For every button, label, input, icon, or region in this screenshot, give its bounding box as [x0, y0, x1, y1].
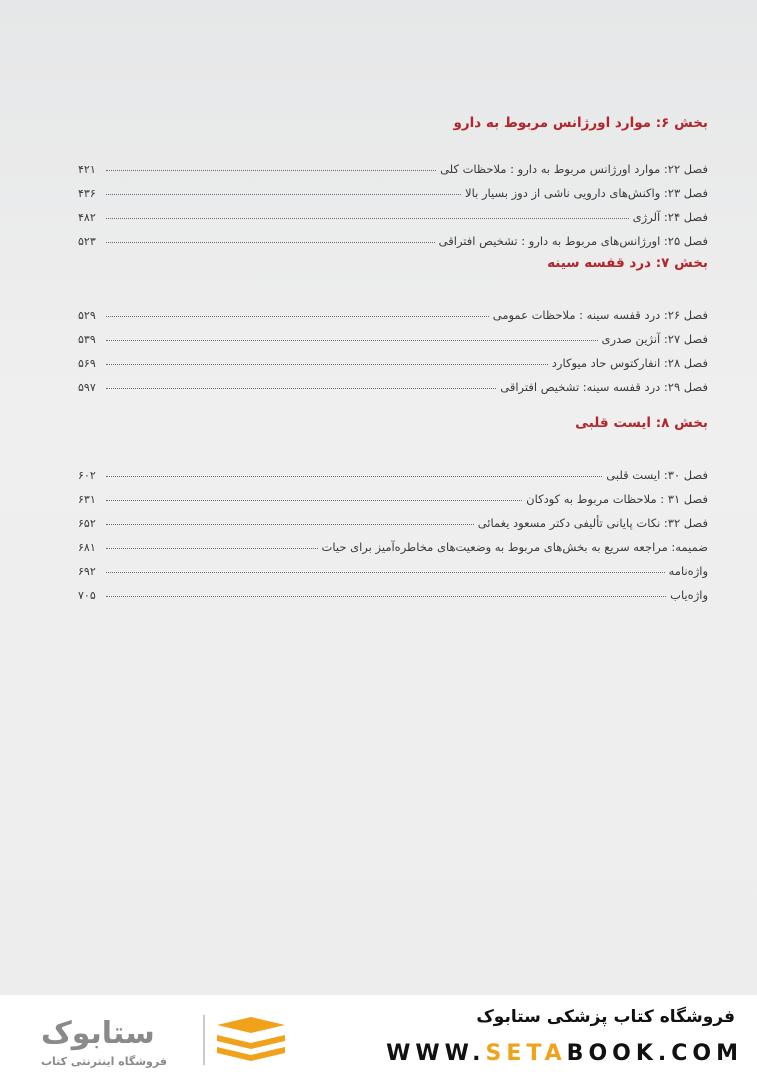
toc-entry-title: ضمیمه: مراجعه سریع به بخش‌های مربوط به وضعیت‌های مخاطره‌آمیز برای حیات	[321, 540, 708, 554]
toc-entry-page: ۴۲۱	[78, 163, 96, 176]
toc-entry-title: فصل ۲۸: انفارکتوس حاد میوکارد	[551, 356, 708, 370]
setabook-logo	[35, 1011, 295, 1071]
logo-graphic	[35, 1011, 295, 1071]
toc-entry-title: فصل ۲۲: موارد اورژانس مربوط به دارو : ملاحظات کلی	[440, 162, 708, 176]
toc-entry-title: فصل ۲۷: آنژین صدری	[601, 332, 708, 346]
section-title-6: بخش ۶: موارد اورژانس مربوط به دارو	[453, 115, 708, 131]
logo-subtitle: فروشگاه اینترنتی کتاب	[41, 1055, 167, 1068]
leader-dots	[106, 340, 598, 341]
leader-dots	[106, 572, 665, 573]
url-accent: SETA	[485, 1041, 567, 1066]
toc-entry	[78, 152, 708, 176]
toc-entry	[78, 554, 708, 578]
toc-entry-title: فصل ۲۵: اورژانس‌های مربوط به دارو : تشخیص افتراقی	[438, 234, 708, 248]
toc-entry-title: فصل ۲۹: درد قفسه سینه: تشخیص افتراقی	[500, 380, 708, 394]
toc-entry-title: فصل ۳۰: ایست قلبی	[606, 468, 708, 482]
toc-entry-title: فصل ۲۴: آلرژی	[632, 210, 708, 224]
toc-entry-page: ۷۰۵	[78, 589, 96, 602]
toc-entry-page: ۵۲۹	[78, 309, 96, 322]
toc-entry-page: ۶۳۱	[78, 493, 96, 506]
toc-entry-title: فصل ۲۶: درد قفسه سینه : ملاحظات عمومی	[492, 308, 708, 322]
toc-entry	[78, 578, 708, 602]
logo-divider	[203, 1015, 205, 1065]
leader-dots	[106, 500, 522, 501]
leader-dots	[106, 476, 602, 477]
leader-dots	[106, 316, 489, 317]
store-footer-banner	[0, 995, 757, 1080]
toc-entry	[78, 298, 708, 322]
toc-entry	[78, 200, 708, 224]
toc-entry	[78, 176, 708, 200]
toc-entry	[78, 482, 708, 506]
toc-entry	[78, 370, 708, 394]
toc-entry-page: ۴۸۲	[78, 211, 96, 224]
toc-entry	[78, 530, 708, 554]
url-suffix: BOOK.COM	[566, 1041, 743, 1066]
section-title-8: بخش ۸: ایست قلبی	[575, 415, 708, 431]
toc-entry-page: ۶۵۲	[78, 517, 96, 530]
store-url[interactable]	[386, 1041, 743, 1066]
logo-wordmark: ستابوک	[41, 1016, 155, 1051]
toc-entry	[78, 322, 708, 346]
table-of-contents	[78, 108, 708, 602]
book-stack-icon	[217, 1017, 285, 1061]
leader-dots	[106, 596, 666, 597]
leader-dots	[106, 170, 436, 171]
toc-entry-page: ۶۸۱	[78, 541, 96, 554]
toc-entry-title: واژه‌نامه	[668, 564, 708, 578]
section-title-7: بخش ۷: درد قفسه سینه	[547, 255, 708, 271]
toc-entry	[78, 346, 708, 370]
toc-entry-title: فصل ۲۳: واکنش‌های دارویی ناشی از دوز بسیار بالا	[465, 186, 708, 200]
toc-entry-page: ۴۳۶	[78, 187, 96, 200]
toc-entry-page: ۶۹۲	[78, 565, 96, 578]
toc-entry-title: فصل ۳۲: نکات پایانی تألیفی دکتر مسعود یغمائی	[477, 516, 708, 530]
leader-dots	[106, 194, 461, 195]
toc-entry-page: ۵۳۹	[78, 333, 96, 346]
store-name: فروشگاه کتاب پزشکی ستابوک	[476, 1007, 735, 1027]
toc-entry-title: فصل ۳۱ : ملاحظات مربوط به کودکان	[526, 492, 708, 506]
leader-dots	[106, 524, 474, 525]
leader-dots	[106, 364, 548, 365]
toc-entry	[78, 458, 708, 482]
toc-entry	[78, 224, 708, 248]
url-prefix: WWW.	[386, 1041, 486, 1066]
toc-entry-title: واژه‌یاب	[670, 588, 708, 602]
leader-dots	[106, 242, 435, 243]
leader-dots	[106, 548, 318, 549]
leader-dots	[106, 218, 629, 219]
toc-entry-page: ۶۰۲	[78, 469, 96, 482]
toc-entry	[78, 506, 708, 530]
toc-entry-page: ۵۲۳	[78, 235, 96, 248]
leader-dots	[106, 388, 496, 389]
toc-entry-page: ۵۹۷	[78, 381, 96, 394]
toc-entry-page: ۵۶۹	[78, 357, 96, 370]
